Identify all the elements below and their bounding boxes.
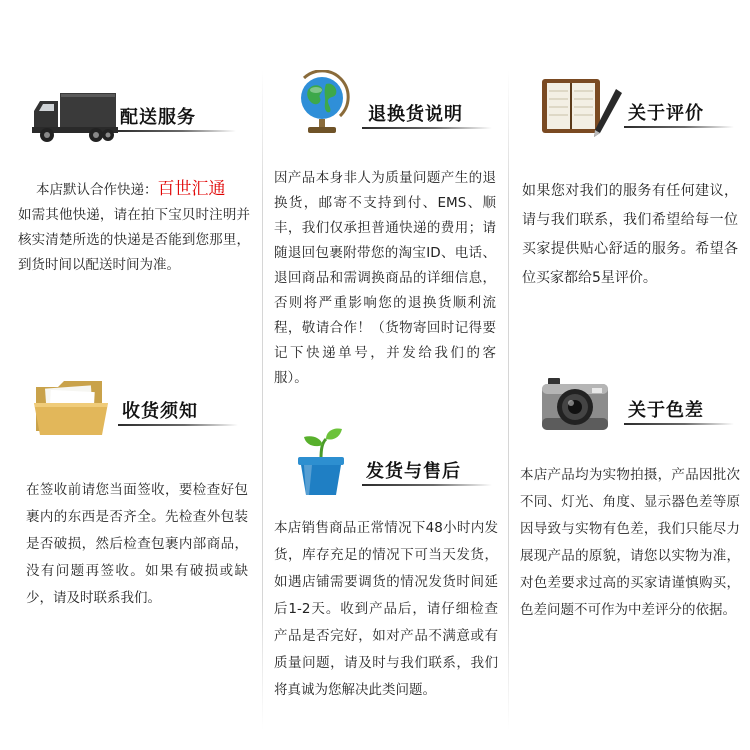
receiving-text: 在签收前请您当面签收，要检查好包裹内的东西是否齐全。先检查外包装是否破损，然后检查包裹内部商品，没有问题再签收。如果有破损或缺少，请及时联系我们。 — [26, 482, 248, 606]
receiving-header — [22, 375, 254, 445]
color-title: 关于色差 — [628, 400, 704, 421]
review-section — [518, 75, 743, 286]
returns-title-rule — [362, 127, 492, 129]
courier-brand: 百世汇通 — [157, 179, 226, 199]
receiving-title-rule — [118, 424, 238, 426]
delivery-text-lead: 本店默认合作快递： — [36, 182, 158, 198]
delivery-header — [18, 85, 253, 155]
returns-title: 退换货说明 — [368, 104, 463, 125]
returns-text: 因产品本身非人为质量问题产生的退换货，邮寄不支持到付、EMS、顺丰，我们仅承担普通快递的费用；请随退回包裹附带您的淘宝ID、电话、退回商品和需调换商品的详细信息，否则将严重影响您的退换货顺利流程，敬请合作！（货物寄回时记得要记下快递单号，并发给我们的客服）。 — [274, 170, 496, 386]
review-title-rule — [624, 126, 734, 128]
shipping-header — [270, 425, 502, 495]
column-divider-right — [508, 70, 509, 730]
delivery-text-rest: 如需其他快递，请在拍下宝贝时注明并核实清楚所选的快递是否能到您那里，到货时间以配送时间为准。 — [18, 207, 250, 273]
plant-pot-icon — [292, 425, 352, 497]
camera-icon — [540, 374, 610, 436]
receiving-title: 收货须知 — [122, 401, 198, 422]
delivery-title-rule — [116, 130, 236, 132]
receiving-section — [22, 375, 254, 606]
color-text: 本店产品均为实物拍摄，产品因批次不同、灯光、角度、显示器色差等原因导致与实物有色差，我们只能尽力展现产品的原貌，请您以实物为准，对色差要求过高的买家请谨慎购买，色差问题不可作为中差评分的依据。 — [520, 467, 740, 618]
review-title: 关于评价 — [628, 103, 704, 124]
notebook-pen-icon — [538, 75, 628, 145]
shipping-text: 本店销售商品正常情况下48小时内发货，库存充足的情况下可当天发货，如遇店铺需要调货的情况发货时间延后1-2天。收到产品后，请仔细检查产品是否完好，如对产品不满意或有质量问题，请及时与我们联系，我们将真诚为您解决此类问题。 — [274, 520, 498, 698]
review-text: 如果您对我们的服务有任何建议，请与我们联系，我们希望给每一位买家提供贴心舒适的服务。希望各位买家都给5星评价。 — [522, 183, 738, 286]
color-section — [518, 370, 743, 618]
returns-section — [270, 70, 500, 386]
returns-header — [270, 70, 500, 140]
color-title-rule — [624, 423, 734, 425]
color-header — [518, 370, 743, 440]
truck-icon — [30, 87, 120, 147]
column-divider-left — [262, 70, 263, 730]
folder-icon — [32, 377, 112, 439]
delivery-text — [18, 177, 250, 278]
shipping-section — [270, 425, 502, 698]
shipping-title: 发货与售后 — [366, 461, 461, 482]
shipping-title-rule — [362, 484, 492, 486]
delivery-section — [18, 85, 253, 273]
globe-icon — [292, 70, 352, 136]
review-header — [518, 75, 743, 145]
delivery-title: 配送服务 — [120, 107, 196, 128]
